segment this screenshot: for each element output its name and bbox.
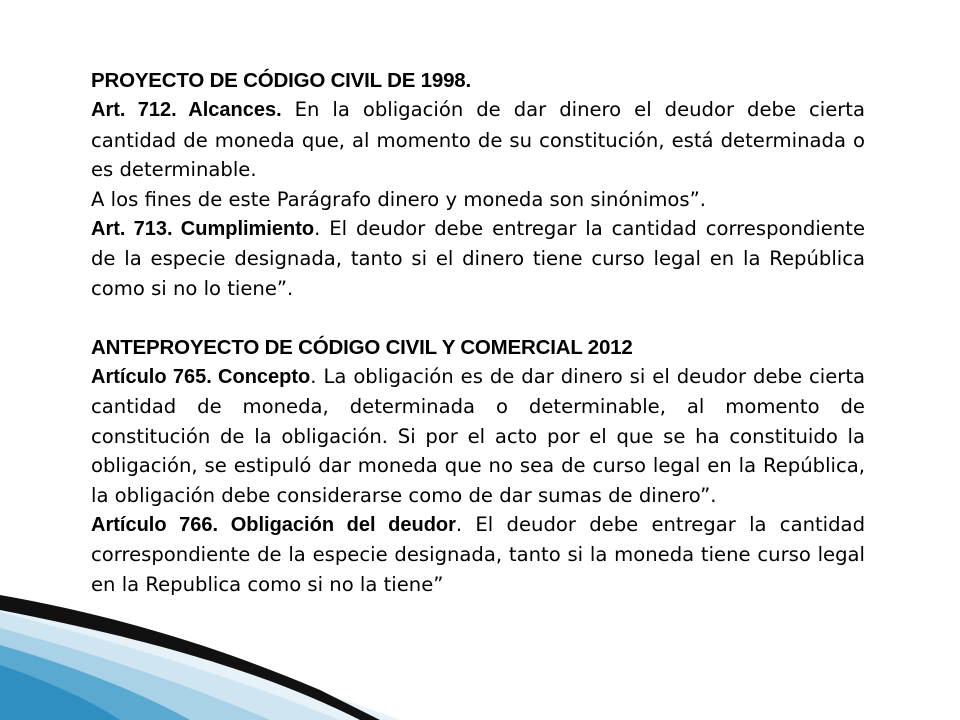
section-heading-1998: PROYECTO DE CÓDIGO CIVIL DE 1998. [91,69,471,92]
paragraph-sinonimos: A los fines de este Parágrafo dinero y moneda son sinónimos”. [91,187,706,211]
article-765-lead: Artículo 765. Concepto [91,366,311,389]
section-heading-2012: ANTEPROYECTO DE CÓDIGO CIVIL Y COMERCIAL 2012 [91,335,633,359]
article-766-text: . El deudor debe entregar la cantidad correspondiente de la especie designada, tanto si la moneda tiene curso legal en la Republica como si no la tiene” [91,513,866,596]
article-712 [91,95,865,184]
article-713-text: . El deudor debe entregar la cantidad correspondiente de la especie designada, tanto si el dinero tiene curso legal en la República como si no lo tiene”. [91,217,866,300]
section-spacer [91,303,865,332]
article-765-text: . La obligación es de dar dinero si el deudor debe cierta cantidad de moneda, determinada o determinable, al momento de constitución de la obligación. Si por el acto por el que se ha constituido la obligación, se estipuló dar moneda que no sea de curso legal en la República, la obligación debe considerarse como de dar sumas de dinero”. [91,365,866,507]
article-713-lead: Art. 713. Cumplimiento [91,218,315,241]
article-713 [91,214,865,303]
article-766-lead: Artículo 766. Obligación del deudor [91,514,456,537]
article-712-lead: Art. 712. Alcances. [91,99,282,122]
article-766 [91,510,865,599]
article-765 [91,362,865,510]
article-712-text: En la obligación de dar dinero el deudor debe cierta cantidad de moneda que, al momento de su constitución, está determinada o es determinable. [91,98,865,182]
document-body [91,66,865,599]
